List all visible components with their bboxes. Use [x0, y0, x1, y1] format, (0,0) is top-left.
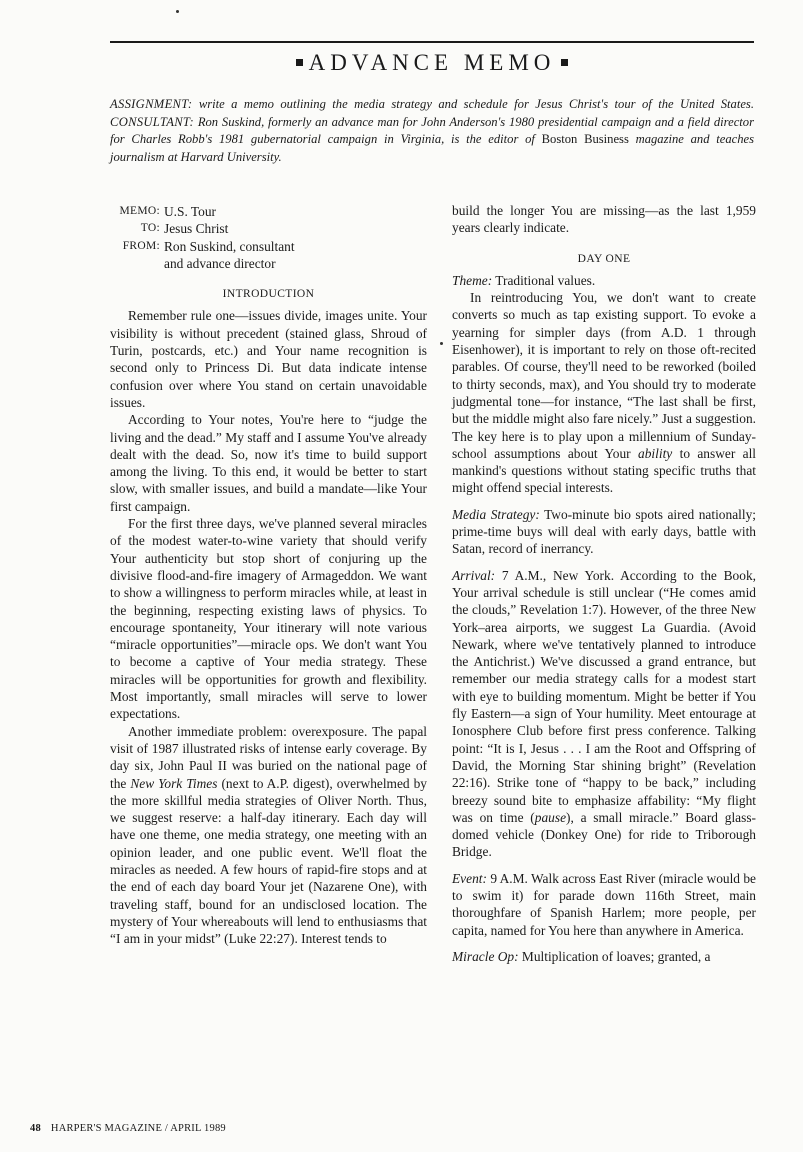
speck	[176, 10, 179, 13]
emphasis: pause	[534, 809, 567, 825]
miracle-value: Multiplication of loaves; granted, a	[521, 948, 711, 964]
from-value-line2: and advance director	[164, 255, 276, 271]
memo-value: U.S. Tour	[164, 204, 217, 219]
continued-paragraph: build the longer You are missing—as the last 1,959 years clearly indicate.	[452, 203, 756, 236]
square-ornament-icon	[561, 59, 568, 66]
intro-heading: INTRODUCTION	[222, 288, 315, 301]
day-heading: DAY ONE	[577, 252, 631, 265]
media-label: Media Strategy:	[452, 506, 540, 522]
consultant-text: Ron Suskind, formerly an advance man for John Anderson's 1980 presidential campaign and a field director for Charles Robb's 1981 gubernatorial campaign in Virginia, is the editor of	[110, 114, 754, 147]
to-value: Jesus Christ	[164, 221, 229, 237]
to-label: TO:	[140, 222, 160, 235]
intro-paragraph: Remember rule one—issues divide, images unite. Your visibility is without precedent (stained glass, Shroud of Turin, postcards, etc.) and Your name recognition is second only to Princess Di. But data indicate intense confusion over where You stand on certain unavoidable issues.	[110, 308, 427, 410]
page-footer	[30, 1123, 226, 1134]
miracle-label: Miracle Op:	[452, 948, 519, 964]
intro-paragraph	[110, 723, 427, 948]
masthead-title: ADVANCE MEMO	[308, 50, 556, 75]
intro-text: (next to A.P. digest), overwhelmed by the more skillful media strategies of Oliver North. Thus, we suggest reserve: a half-day itinerary. Each day will have one theme, one media strategy, one meeting with an opinion leader, and one public event. We'll float the miracles as needed. A few hours of rapid-fire stops and at the end of each day board Your jet (Nazarene One), with traveling staff, bound for an undisclosed location. The mystery of Your whereabouts will lend to enthusiasms that “I am in your midst” (Luke 22:27). Interest tends to	[110, 775, 427, 947]
theme-value: Traditional values.	[495, 272, 596, 288]
theme-line	[452, 272, 756, 289]
event-label: Event:	[452, 870, 487, 886]
speck	[440, 342, 443, 345]
assignment-text: write a memo outlining the media strategy and schedule for Jesus Christ's tour of the United States.	[198, 97, 754, 111]
memo-header	[110, 203, 427, 272]
arrival	[452, 567, 756, 861]
intro-text: Another immediate problem: overexposure. The papal visit of 1987 illustrated risks of intense early coverage. By day six, John Paul II was buried on the national page of the	[110, 723, 427, 791]
assignment-intro	[110, 96, 754, 166]
media-value: Two-minute bio spots aired nationally; prime-time buys will deal with early days, battle with Satan, record of inerrancy.	[452, 506, 757, 557]
miracle-op	[452, 948, 756, 965]
event-value: 9 A.M. Walk across East River (miracle would be to swim it) for parade down 116th Street, main thoroughfare of Spanish Harlem; more people, per capita, named for You here than anywhere in America.	[452, 870, 756, 938]
consultant-text-end: magazine and teaches journalism at Harvard University.	[110, 132, 755, 164]
intro-paragraph: According to Your notes, You're here to “judge the living and the dead.” My staff and I assume You've already dealt with the dead. So, now it's time to build support among the living. To this end, it would be better to start slow, with smaller issues, and build a mandate—like Your first campaign.	[110, 412, 427, 514]
from-label: FROM:	[122, 239, 160, 252]
arrival-text: 7 A.M., New York. According to the Book, Your arrival schedule is still unclear (“He comes amid the clouds,” Revelation 1:7). However, of the three New York–area airports, we suggest La Guardia. (Avoid Newark, where we've tentatively planned to introduce the Antichrist.) We've discussed a grand entrance, but remember our media strategy calls for a modest start with eye to building momentum. Might be better if You fly Eastern—a sign of Your humility. Meet entourage at Ionosphere Club before first press conference. Talking point: “It is I, Jesus . . . I am the Root and Offspring of David, the Morning Star shining bright” (Revelation 22:16). Strike tone of “happy to be back,” including breezy sound bite to emphasize affability: “My flight was on time (	[452, 567, 756, 825]
emphasis: ability	[638, 445, 673, 461]
arrival-label: Arrival:	[452, 567, 496, 583]
top-rule	[110, 41, 754, 43]
page-number: 48	[30, 1123, 41, 1134]
publication-name: Boston Business	[541, 132, 629, 147]
right-column	[452, 202, 756, 965]
from-value: Ron Suskind, consultant	[164, 238, 295, 254]
theme-label: Theme:	[452, 272, 493, 288]
left-column	[110, 203, 427, 947]
publication-name: New York Times	[130, 775, 218, 791]
assignment-label: ASSIGNMENT:	[110, 97, 193, 111]
square-ornament-icon	[296, 59, 303, 66]
day-paragraph	[452, 289, 756, 497]
masthead	[110, 50, 754, 76]
day-text: to answer all mankind's questions without stating specific truths that might offend special interests.	[452, 445, 757, 496]
arrival-text: ), a small miracle.” Board glass-domed vehicle (Donkey One) for ride to Triborough Bridge.	[452, 809, 756, 860]
memo-label: MEMO:	[119, 205, 160, 217]
intro-paragraph: For the first three days, we've planned several miracles of the modest water-to-wine variety that should verify Your authenticity but stop short of conjuring up the divisive flood-and-fire imagery of Armageddon. We want to show a willingness to perform miracles while, at least in the beginning, respecting existing laws of physics. To encourage spontaneity, Your itinerary will note various “miracle opportunities”—miracle ops. We don't want You to become a captive of Your media strategy. These miracles will be opportunities for growth and flexibility. Most importantly, small miracles will serve to lower expectations.	[110, 516, 427, 722]
footer-publication: HARPER'S MAGAZINE / APRIL 1989	[50, 1123, 226, 1134]
day-text: In reintroducing You, we don't want to create converts so much as tap existing support. To evoke a yearning for simpler days (from A.D. 1 through Eisenhower), it is important to rely on those oft-recited parables. Of course, they'll need to be reworked (boiled to thirty seconds, max), and You should try to moderate judgmental tone—for instance, “The last shall be first, but the middle might also fare nicely.” Just a suggestion. The key here is to play upon a millennium of Sunday-school assumptions about Your	[452, 290, 756, 461]
consultant-label: CONSULTANT:	[110, 114, 195, 129]
media-strategy	[452, 506, 756, 558]
event	[452, 870, 756, 939]
